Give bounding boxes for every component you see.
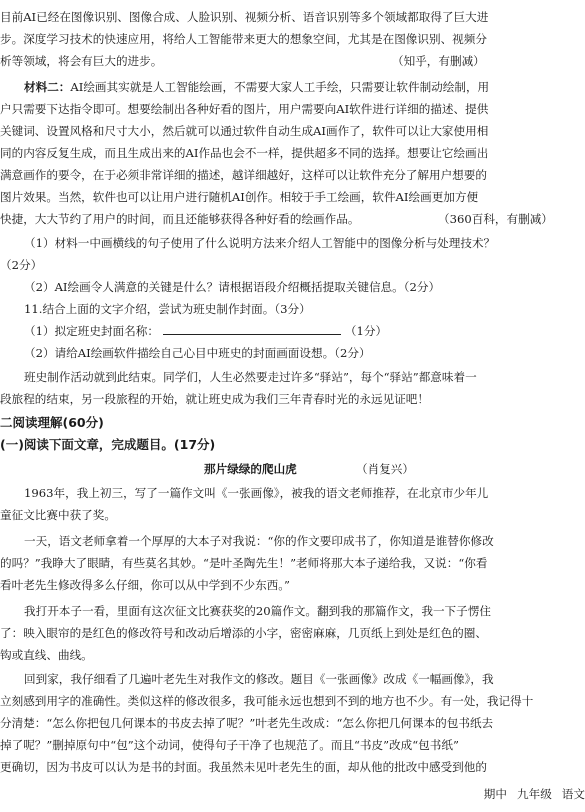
article-line: 钩或直线、曲线。: [0, 648, 93, 662]
question-11-1: [0, 320, 585, 342]
source-citation: （360百科，有删减）: [438, 212, 553, 226]
question-1: （1）材料一中画横线的句子使用了什么说明方法来介绍人工智能中的图像分析与处理技术？: [24, 236, 496, 250]
question-11-1-prefix: （1）拟定班史封面名称：: [24, 324, 159, 338]
material-two-label: 材料二：: [24, 80, 71, 94]
article-line: 1963年，我上初三，写了一篇作文叫《一张画像》，被我的语文老师推荐，在北京市少年儿: [24, 486, 489, 500]
section-heading: 二阅读理解(60分): [0, 415, 104, 430]
article-line: 一天，语文老师拿着一个厚厚的大本子对我说：“你的作文要印成书了，你知道是谁替你修改: [24, 534, 494, 548]
material-two-line: 关键词、设置风格和尺寸大小，然后就可以通过软件自动生成AI画作了，软件可以让大家使用相: [0, 124, 489, 138]
article-title: 那片绿绿的爬山虎: [204, 462, 297, 476]
source-citation: （知乎，有删减）: [392, 54, 485, 68]
question-11-2: （2）请给AI绘画软件描绘自己心目中班史的封面画面设想。（2分）: [24, 346, 371, 360]
article-line: 的吗？”我睁大了眼睛，有些莫名其妙。“是叶圣陶先生！”老师将那大本子递给我，又说：“你看: [0, 556, 488, 570]
question-11: 11.结合上面的文字介绍，尝试为班史制作封面。（3分）: [24, 302, 311, 316]
material-two-text: AI绘画其实就是人工智能绘画，不需要大家人工手绘，只需要让软件制动绘制，用: [70, 80, 490, 94]
closing-line: 班史制作活动就到此结束。同学们，人生必然要走过许多“驿站”，每个“驿站”都意味着一: [24, 370, 477, 384]
paragraph-line: 目前AI已经在图像识别、图像合成、人脸识别、视频分析、语音识别等多个领域都取得了巨大进: [0, 10, 489, 24]
article-line: 分清楚：“怎么你把包几何课本的书皮去掉了呢？”叶老先生改成：“怎么你把几何课本的包书纸去: [0, 716, 494, 730]
material-two-line: 图片效果。当然，软件也可以让用户进行随机AI创作。相较于手工绘画，软件AI绘画更加方便: [0, 190, 479, 204]
article-line: 看叶老先生修改得多么仔细，你可以从中学到不少东西。”: [0, 578, 290, 592]
material-two-line: [0, 76, 585, 98]
material-two-line: 快捷，大大节约了用户的时间，而且还能够获得各种好看的绘画作品。: [0, 212, 360, 226]
paragraph-line: 析等领域，将会有巨大的进步。: [0, 54, 163, 68]
paragraph-line: 步。深度学习技术的快速应用，将给人工智能带来更大的想象空间，尤其是在图像识别、视频分: [0, 32, 487, 46]
question-2: （2）AI绘画令人满意的关键是什么？请根据语段介绍概括提取关键信息。（2分）: [24, 280, 441, 294]
closing-line: 段旅程的结束，另一段旅程的开始，就让班史成为我们三年青春时光的永远见证吧！: [0, 392, 429, 406]
question-11-1-suffix: （1分）: [344, 324, 388, 338]
article-line: 掉了呢？”删掉原句中“包”这个动词，使得句子干净了也规范了。而且“书皮”改成“包书纸”: [0, 738, 459, 752]
article-author: （肖复兴）: [356, 462, 414, 476]
article-line: 更确切，因为书皮可以认为是书的封面。我虽然未见叶老先生的面，却从他的批改中感受到他的: [0, 760, 487, 774]
footer-subject: 语文: [561, 787, 585, 801]
footer-exam: 期中: [483, 787, 507, 801]
footer-grade: 九年级: [517, 787, 552, 801]
material-two-line: 满意画作的要令，在于必须非常详细的描述，越详细越好，这样可以让软件充分了解用户想要的: [0, 168, 487, 182]
subsection-heading: (一)阅读下面文章，完成题目。(17分): [0, 437, 216, 452]
material-two-line: 同的内容反复生成，而且生成出来的AI作品也会不一样，提供超多不同的选择。想要让它绘画出: [0, 146, 489, 160]
article-line: 了：映入眼帘的是红色的修改符号和改动后增添的小字，密密麻麻，几页纸上到处是红色的圈、: [0, 626, 487, 640]
material-two-line: 户只需要下达指令即可。想要绘制出各种好看的图片，用户需要向AI软件进行详细的描述、提供: [0, 102, 489, 116]
article-line: 立刻感到用字的准确性。类似这样的修改很多，我可能永远也想到不到的地方也不少。有一处，我记得十: [0, 694, 534, 708]
article-line: 回到家，我仔细看了几遍叶老先生对我作文的修改。题目《一张画像》改成《一幅画像》，我: [24, 672, 494, 686]
page-footer: [474, 786, 585, 802]
article-line: 童征文比赛中获了奖。: [0, 508, 116, 522]
article-line: 我打开本子一看，里面有这次征文比赛获奖的20篇作文。翻到我的那篇作文，我一下子愣住: [24, 604, 491, 618]
question-1-score: （2分）: [0, 258, 43, 272]
answer-blank[interactable]: [163, 322, 341, 335]
